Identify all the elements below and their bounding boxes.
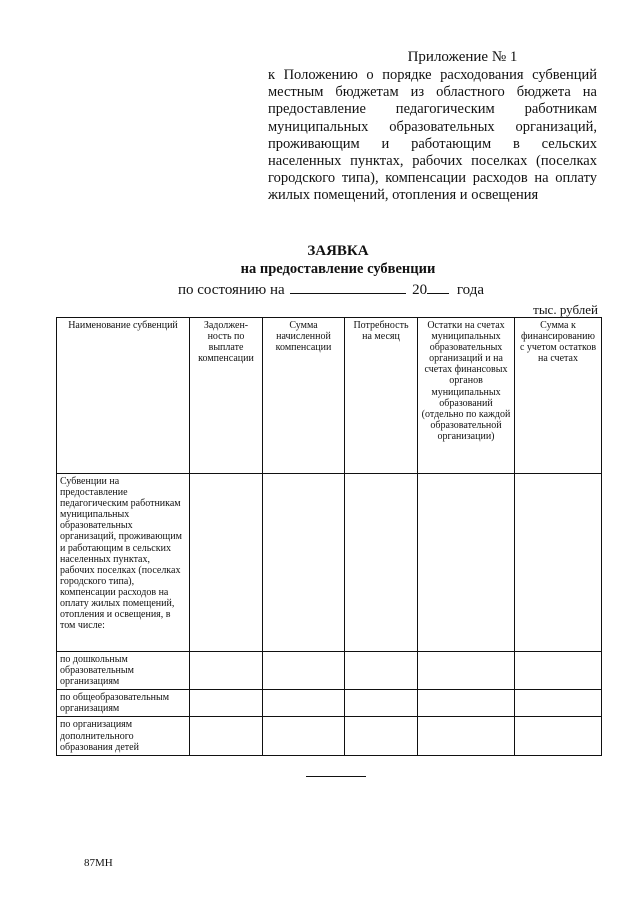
table-row xyxy=(57,652,602,690)
subvention-request-table xyxy=(56,317,602,756)
form-subtitle: на предоставление субвенции xyxy=(240,261,436,277)
date-blank-field[interactable] xyxy=(290,280,406,294)
table-cell[interactable] xyxy=(263,717,345,755)
table-row xyxy=(57,474,602,652)
table-header-row xyxy=(57,318,602,474)
table-cell[interactable] xyxy=(190,652,263,690)
row-label: по общеобразовательным организациям xyxy=(57,690,190,717)
table-cell[interactable] xyxy=(345,690,418,717)
row-label: по дошкольным образовательным организациям xyxy=(57,652,190,690)
form-title: ЗАЯВКА xyxy=(307,243,369,259)
year-blank-field[interactable] xyxy=(427,280,449,294)
table-row xyxy=(57,717,602,755)
header-monthly-need: Потребность на месяц xyxy=(345,318,418,474)
units-label: тыс. рублей xyxy=(533,302,598,317)
header-debt: Задолжен-ность по выплате компенсации xyxy=(190,318,263,474)
as-of-prefix: по состоянию на xyxy=(178,282,285,298)
table-cell[interactable] xyxy=(263,652,345,690)
table-cell[interactable] xyxy=(263,690,345,717)
table-cell[interactable] xyxy=(345,717,418,755)
as-of-suffix: года xyxy=(456,282,485,298)
table-cell[interactable] xyxy=(418,690,515,717)
table-cell[interactable] xyxy=(418,717,515,755)
table-cell[interactable] xyxy=(515,690,602,717)
appendix-block xyxy=(268,48,597,205)
as-of-year-prefix: 20 xyxy=(412,282,428,298)
table-cell[interactable] xyxy=(418,652,515,690)
appendix-title: Приложение № 1 xyxy=(407,49,518,65)
table-cell[interactable] xyxy=(263,474,345,652)
table-cell[interactable] xyxy=(190,474,263,652)
table-cell[interactable] xyxy=(418,474,515,652)
header-to-finance: Сумма к финансированию с учетом остатков на счетах xyxy=(515,318,602,474)
table-cell[interactable] xyxy=(345,652,418,690)
appendix-text: к Положению о порядке расходования субвенций местным бюджетам из областного бюджета на предоставление педагогическим работникам муниципальных образовательных организаций, проживающим и работающим в сельских населенных пунктах, рабочих поселках (поселках городского типа), компенсации расходов на оплату жилых помещений, отопления и освещения xyxy=(268,67,597,204)
as-of-date-line xyxy=(178,280,484,299)
footer-code: 87МН xyxy=(84,857,113,869)
row-label: по организациям дополнительного образования детей xyxy=(57,717,190,755)
table-cell[interactable] xyxy=(345,474,418,652)
header-balances: Остатки на счетах муниципальных образовательных организаций и на счетах финансовых органов муниципальных образований (отдельно по каждой образовательной организации) xyxy=(418,318,515,474)
end-divider xyxy=(306,776,366,777)
table-cell[interactable] xyxy=(515,652,602,690)
row-label: Субвенции на предоставление педагогическим работникам муниципальных образовательных организаций, проживающим и работающим в сельских населенных пунктах, рабочих поселках (поселках городского типа), компенсации расходов на оплату жилых помещений, отопления и освещения, в том числе: xyxy=(57,474,190,652)
header-accrued: Сумма начисленной компенсации xyxy=(263,318,345,474)
table-cell[interactable] xyxy=(515,717,602,755)
header-subvention-name: Наименование субвенций xyxy=(57,318,190,474)
table-row xyxy=(57,690,602,717)
table-cell[interactable] xyxy=(190,717,263,755)
table-cell[interactable] xyxy=(515,474,602,652)
table-cell[interactable] xyxy=(190,690,263,717)
